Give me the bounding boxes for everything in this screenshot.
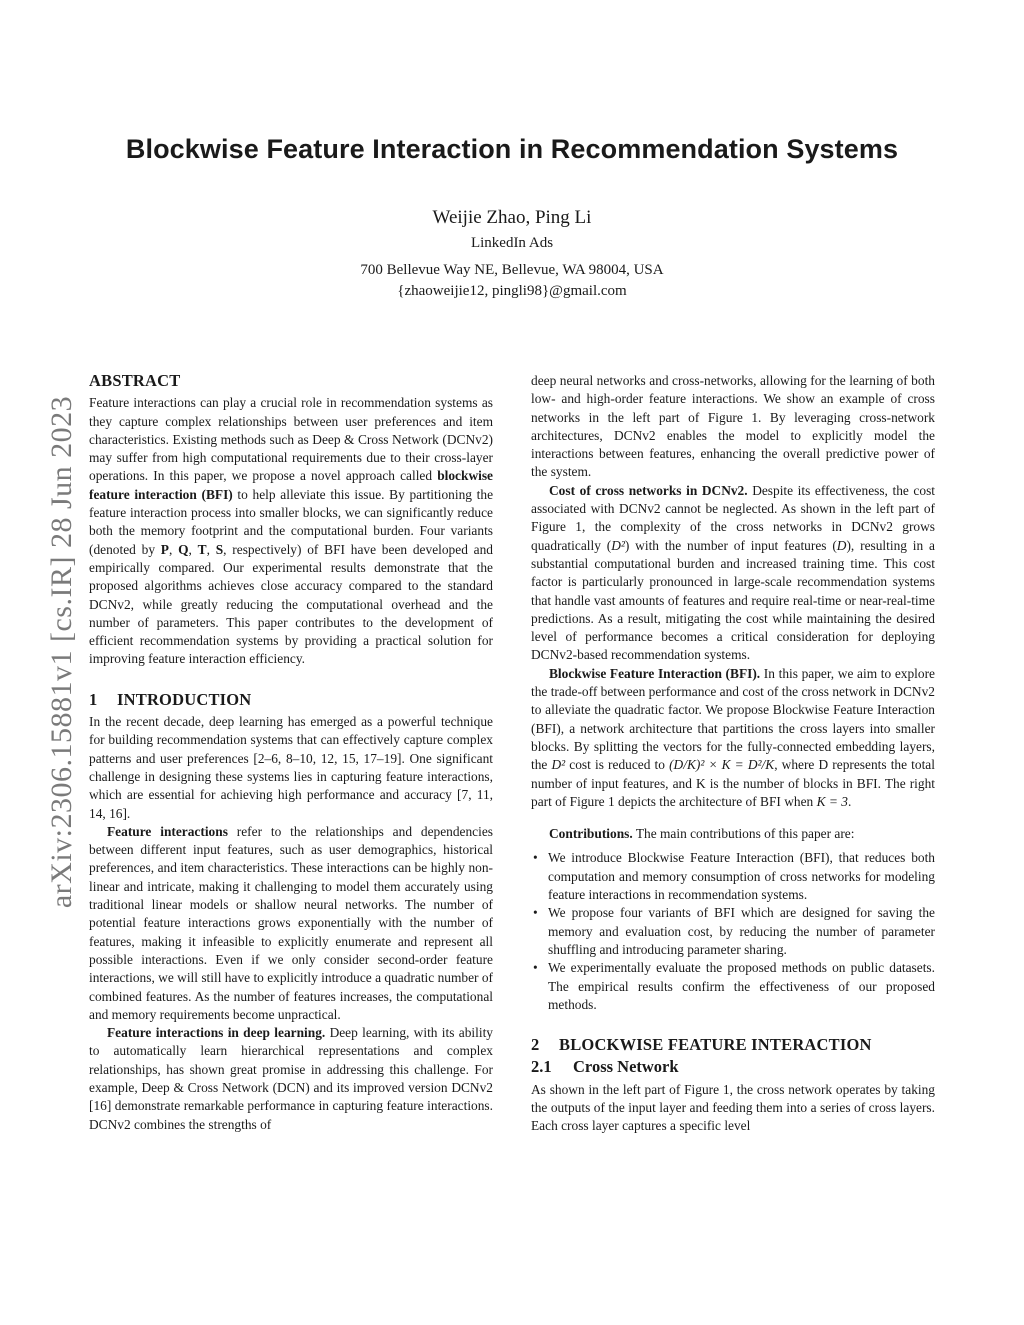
intro-paragraph-1: In the recent decade, deep learning has emerged as a powerful technique for building recommendation systems that can effectively capture complex patterns and user preferences [2–6, 8–10, 12, 15, 17–19]. One significant challenge in designing these systems lies in capturing feature interactions, which are essential for achieving high performance and accuracy [7, 11, 14, 16].: [89, 714, 493, 821]
left-column: [89, 372, 493, 1134]
intro-heading: 1 INTRODUCTION: [89, 689, 252, 709]
contribution-item: • We propose four variants of BFI which are designed for saving the memory and evaluation cost, by reducing the number of parameter shuffling and introducing parameter sharing.: [533, 905, 935, 957]
section-2-1-paragraph: As shown in the left part of Figure 1, the cross network operates by taking the outputs of the input layer and feeding them into a series of cross layers. Each cross layer captures a specific level: [531, 1081, 935, 1134]
contributions-list: [531, 849, 935, 1014]
author-list: Weijie Zhao, Ping Li: [432, 207, 592, 228]
abstract-text: Feature interactions can play a crucial role in recommendation systems as they capture complex relationships between user preferences and item characteristics. Existing methods such as Deep & Cross Network (DCNv2) may suffer from high computational requirements due to their cross-layer operations. In this paper, we propose a novel approach called blockwise feature interaction (BFI) to help alleviate this issue. By partitioning the feature interaction process into smaller blocks, we can significantly reduce both the memory footprint and the computational burden. Four variants (denoted by P, Q, T, S, respectively) of BFI have been developed and empirically compared. Our experimental results demonstrate that the proposed algorithms achieves close accuracy compared to the standard DCNv2, while greatly reducing the computational overhead and the number of parameters. This paper contributes to the development of efficient recommendation systems by providing a practical solution for improving feature interaction efficiency.: [89, 395, 494, 667]
intro-paragraph-4: Cost of cross networks in DCNv2. Despite its effectiveness, the cost associated with DCNv2 cannot be neglected. As shown in the left part of Figure 1, the complexity of the cross networks in DCNv2 grows quadratically (D²) with the number of input features (D), resulting in a substantial computational burden and increased training time. This cost factor is particularly pronounced in large-scale recommendation systems that handle vast amounts of features and require real-time or near-real-time predictions. As a result, mitigating the cost while maintaining the desired level of performance becomes a critical consideration for deploying DCNv2-based recommendation systems.: [531, 482, 936, 663]
arxiv-watermark: arXiv:2306.15881v1 [cs.IR] 28 Jun 2023: [45, 395, 78, 909]
contribution-item: • We experimentally evaluate the proposed methods on public datasets. The empirical results confirm the effectiveness of our proposed methods.: [533, 960, 935, 1012]
intro-paragraph-3-continued: deep neural networks and cross-networks, allowing for the learning of both low- and high-order feature interactions. We show an example of cross networks in the left part of Figure 1. By leveraging cross-network architectures, DCNv2 enables the model to explicitly model the interactions between features, enhancing the overall predictive power of the system.: [531, 373, 935, 480]
paper-title: Blockwise Feature Interaction in Recommendation Systems: [125, 134, 899, 164]
contribution-item: • We introduce Blockwise Feature Interaction (BFI), that reduces both computation and memory consumption of cross networks for modeling feature interactions in recommendation systems.: [533, 850, 935, 903]
right-column: [531, 372, 935, 1136]
contributions-intro: Contributions. The main contributions of this paper are:: [549, 826, 855, 842]
subsection-2-1-heading: 2.1 Cross Network: [531, 1057, 679, 1077]
abstract-heading: ABSTRACT: [89, 371, 181, 390]
affiliation: LinkedIn Ads: [470, 235, 554, 251]
intro-paragraph-2: Feature interactions refer to the relationships and dependencies between different input features, such as user demographics, historical preferences, and item characteristics. These interactions can be highly non-linear and intricate, making it challenging to model them accurately using traditional linear models or shallow neural networks. The number of potential feature interactions grows exponentially with the number of features, making it infeasible to explicitly enumerate and represent all possible interactions. Even if we only consider second-order feature interactions, we will still have to explicitly introduce a quadratic number of combined features. As the number of features increases, the computational and memory requirements become unpractical.: [89, 823, 494, 1022]
email: {zhaoweijie12, pingli98}@gmail.com: [397, 283, 627, 299]
section-2-heading: 2 BLOCKWISE FEATURE INTERACTION: [531, 1035, 872, 1055]
intro-paragraph-5: Blockwise Feature Interaction (BFI). In this paper, we aim to explore the trade-off between performance and cost of the cross network in DCNv2 to alleviate the quadratic factor. We propose Blockwise Feature Interaction (BFI), a network architecture that partitions the cross layers into smaller blocks. By splitting the vectors for the fully-connected embedding layers, the D² cost is reduced to (D/K)² × K = D²/K, where D represents the total number of input features, and K is the number of blocks in BFI. The right part of Figure 1 depicts the architecture of BFI when K = 3.: [531, 665, 936, 809]
intro-paragraph-3: Feature interactions in deep learning. Deep learning, with its ability to automatically learn hierarchical representations and complex relationships, has shown great promise in addressing this challenge. For example, Deep & Cross Network (DCN) and its improved version DCNv2 [16] demonstrate remarkable performance in capturing feature interactions. DCNv2 combines the strengths of: [89, 1025, 493, 1132]
address: 700 Bellevue Way NE, Bellevue, WA 98004, USA: [360, 262, 664, 278]
